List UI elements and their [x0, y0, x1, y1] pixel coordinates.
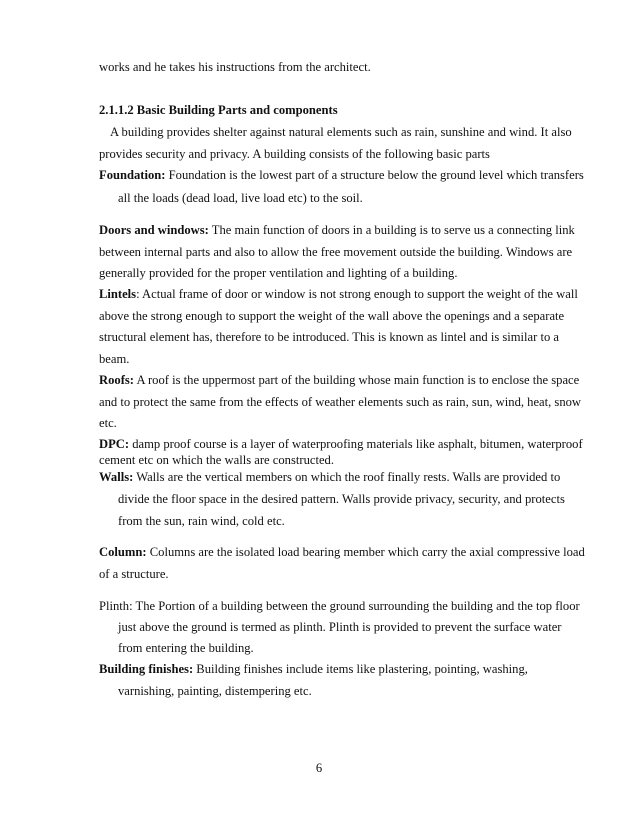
doors-windows-line-2: between internal parts and also to allow the free movement outside the building. Windows are: [99, 245, 573, 259]
lintels-paragraph: [99, 286, 578, 302]
section-heading: 2.1.1.2 Basic Building Parts and components: [99, 103, 338, 117]
column-paragraph: [99, 544, 585, 560]
plinth-line-2: just above the ground is termed as plinth. Plinth is provided to prevent the surface water: [118, 620, 562, 634]
lintels-line-4: beam.: [99, 352, 130, 366]
column-text: Columns are the isolated load bearing member which carry the axial compressive load: [146, 545, 585, 559]
finishes-text: Building finishes include items like plastering, pointing, washing,: [193, 662, 528, 676]
column-line-2: of a structure.: [99, 567, 169, 581]
foundation-term: Foundation:: [99, 168, 166, 182]
doors-windows-text: The main function of doors in a building is to serve us a connecting link: [208, 223, 575, 237]
walls-line-2: divide the floor space in the desired pattern. Walls provide privacy, security, and protects: [118, 492, 565, 506]
walls-text: Walls are the vertical members on which the roof finally rests. Walls are provided to: [133, 470, 561, 484]
intro-line: works and he takes his instructions from the architect.: [99, 60, 371, 74]
lintels-line-3: structural element has, therefore to be introduced. This is known as lintel and is similar to a: [99, 330, 560, 344]
dpc-term: DPC:: [99, 437, 130, 451]
finishes-term: Building finishes:: [99, 662, 194, 676]
finishes-line-2: varnishing, painting, distempering etc.: [118, 684, 312, 698]
foundation-paragraph: [99, 167, 584, 183]
doors-windows-term: Doors and windows:: [99, 223, 209, 237]
roofs-term: Roofs:: [99, 373, 134, 387]
roofs-paragraph: [99, 372, 579, 388]
roofs-text: A roof is the uppermost part of the building whose main function is to enclose the space: [133, 373, 580, 387]
dpc-paragraph: [99, 436, 583, 452]
plinth-line-3: from entering the building.: [118, 641, 254, 655]
page-number: 6: [315, 761, 323, 775]
roofs-line-3: etc.: [99, 416, 117, 430]
roofs-line-2: and to protect the same from the effects of weather elements such as rain, sun, wind, heat, snow: [99, 395, 582, 409]
doors-windows-paragraph: [99, 222, 575, 238]
doors-windows-line-3: generally provided for the proper ventilation and lighting of a building.: [99, 266, 458, 280]
finishes-paragraph: [99, 661, 528, 677]
walls-paragraph: [99, 469, 560, 485]
lintels-line-2: above the strong enough to support the weight of the wall above the openings and a separate: [99, 309, 565, 323]
plinth-line-1: Plinth: The Portion of a building between the ground surrounding the building and the top floor: [99, 599, 580, 613]
column-term: Column:: [99, 545, 147, 559]
intro-paragraph-line-1: A building provides shelter against natural elements such as rain, sunshine and wind. It also: [110, 125, 572, 139]
foundation-line-2: all the loads (dead load, live load etc) to the soil.: [118, 191, 363, 205]
dpc-text: damp proof course is a layer of waterproofing materials like asphalt, bitumen, waterproof: [129, 437, 583, 451]
intro-paragraph-line-2: provides security and privacy. A building consists of the following basic parts: [99, 147, 490, 161]
lintels-term: Lintels: [99, 287, 137, 301]
walls-line-3: from the sun, rain wind, cold etc.: [118, 514, 285, 528]
walls-term: Walls:: [99, 470, 134, 484]
dpc-line-2: cement etc on which the walls are constructed.: [99, 453, 334, 467]
foundation-text: Foundation is the lowest part of a structure below the ground level which transfers: [165, 168, 584, 182]
lintels-text: : Actual frame of door or window is not strong enough to support the weight of the wall: [136, 287, 578, 301]
